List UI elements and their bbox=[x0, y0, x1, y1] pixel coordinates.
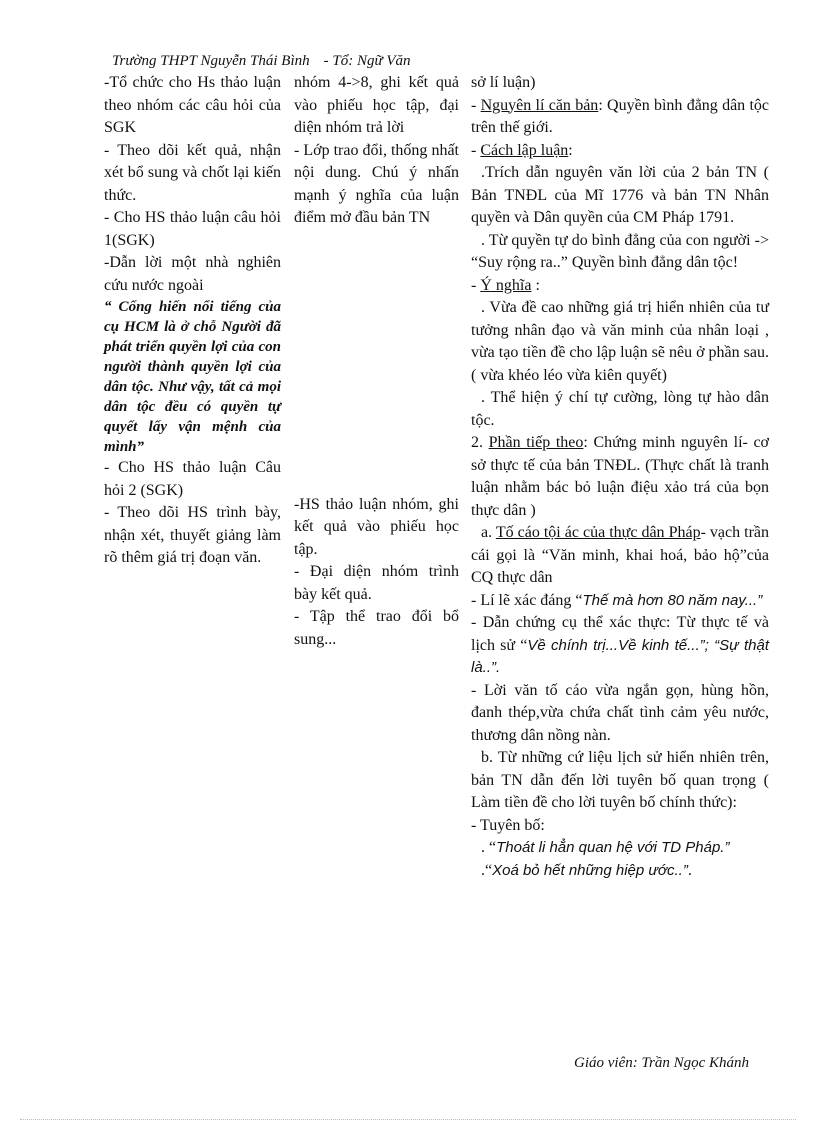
paragraph bbox=[471, 612, 769, 680]
underlined-heading: Cách lập luận bbox=[480, 141, 569, 159]
text-span: : Quyền bình đẳng dân tộc trên thế giới. bbox=[471, 96, 770, 136]
paragraph: - Cho HS thảo luận câu hỏi 1(SGK) bbox=[104, 209, 281, 249]
paragraph bbox=[471, 95, 769, 140]
underlined-heading: Ý nghĩa bbox=[480, 276, 532, 294]
text-span: - Dẫn chứng cụ thể xác thực: Từ thực tế và lịch sử “ bbox=[471, 614, 769, 654]
paragraph: - Theo dõi HS trình bày, nhận xét, thuyết giảng làm rõ thêm giá trị đoạn văn. bbox=[104, 504, 281, 566]
page-bottom-divider bbox=[20, 1119, 796, 1120]
quote-text: “ Cống hiến nổi tiếng của cụ HCM là ở chỗ Người đã phát triển quyền lợi của con người thành quyền lợi của dân tộc. Như vậy, tất cả mọi dân tộc đều có quyền tự quyết lấy vận mệnh của mình” bbox=[104, 299, 281, 455]
text-span: - bbox=[471, 276, 481, 294]
text-span: a. bbox=[481, 524, 496, 541]
text-span: - bbox=[471, 141, 481, 159]
teacher-signature: Giáo viên: Trần Ngọc Khánh bbox=[574, 1055, 749, 1071]
text-span: : Chứng minh nguyên lí- cơ sở thực tế của bản TNĐL. (Thực chất là tranh luận nhằm bác bỏ luận điệu xảo trá của bọn thực dân ) bbox=[471, 434, 770, 519]
paragraph bbox=[471, 837, 769, 860]
content-column bbox=[471, 72, 769, 882]
paragraph bbox=[471, 590, 769, 613]
text-span: .“ bbox=[481, 861, 493, 879]
paragraph: . Từ quyền tự do bình đẳng của con người -> “Suy rộng ra..” Quyền bình đẳng dân tộc! bbox=[471, 231, 769, 271]
text-span: . bbox=[687, 861, 692, 879]
text-span: 2. bbox=[471, 434, 489, 451]
page-header bbox=[112, 53, 411, 70]
text-span: - vạch trần cái gọi là “Văn minh, khai hoá, bảo hộ”của CQ thực dân bbox=[471, 524, 770, 586]
paragraph: - Đại diện nhóm trình bày kết quả. bbox=[294, 563, 459, 603]
paragraph: -Dẫn lời một nhà nghiên cứu nước ngoài bbox=[104, 254, 281, 294]
teacher-activity-column bbox=[104, 72, 281, 570]
text-span: - Lí lẽ xác đáng “ bbox=[471, 591, 583, 609]
italic-quote: Về chính trị...Về kinh tế...”; “Sự thật là..”. bbox=[471, 636, 769, 676]
paragraph: . Vừa đề cao những giá trị hiển nhiên của tư tưởng nhân đạo và văn minh của nhân loại , vừa tạo tiền đề cho lập luận sẽ nêu ở phần sau.( vừa khéo léo vừa kiên quyết) bbox=[471, 299, 769, 384]
paragraph: . Thể hiện ý chí tự cường, lòng tự hào dân tộc. bbox=[471, 389, 769, 429]
paragraph: -HS thảo luận nhóm, ghi kết quả vào phiếu học tập. bbox=[294, 495, 459, 558]
department-name: - Tổ: Ngữ Văn bbox=[323, 53, 411, 69]
paragraph: - Tuyên bố: bbox=[471, 816, 545, 834]
paragraph: b. Từ những cứ liệu lịch sử hiển nhiên trên, bản TN dẫn đến lời tuyên bố quan trọng ( Làm tiền đề cho lời tuyên bố chính thức): bbox=[471, 749, 769, 811]
paragraph: nhóm 4->8, ghi kết quả vào phiếu học tập, đại diện nhóm trả lời bbox=[294, 74, 459, 136]
text-span: - bbox=[471, 96, 481, 114]
quote-block bbox=[104, 297, 281, 457]
paragraph bbox=[471, 432, 769, 522]
paragraph bbox=[471, 275, 769, 298]
text-span: . “ bbox=[481, 839, 497, 856]
paragraph bbox=[471, 140, 769, 163]
paragraph bbox=[471, 522, 769, 590]
paragraph: - Cho HS thảo luận Câu hỏi 2 (SGK) bbox=[104, 459, 281, 499]
underlined-heading: Nguyên lí căn bản bbox=[480, 96, 599, 114]
paragraph bbox=[471, 860, 769, 883]
text-span: : bbox=[531, 276, 540, 294]
school-name: Trường THPT Nguyễn Thái Bình bbox=[112, 53, 310, 69]
underlined-heading: Phần tiếp theo bbox=[488, 434, 584, 451]
underlined-heading: Tố cáo tội ác của thực dân Pháp bbox=[495, 524, 701, 541]
italic-quote: Thoát li hẳn quan hệ với TD Pháp.” bbox=[496, 839, 730, 856]
paragraph: - Tập thể trao đổi bổ sung... bbox=[294, 608, 459, 648]
paragraph: sở lí luận) bbox=[471, 74, 536, 91]
column-spacer bbox=[294, 230, 459, 494]
italic-quote: Xoá bỏ hết những hiệp ước..” bbox=[492, 861, 688, 879]
paragraph: .Trích dẫn nguyên văn lời của 2 bản TN ( Bản TNĐL của Mĩ 1776 và bản TN Nhân quyền và Dân quyền của CM Pháp 1791. bbox=[471, 164, 769, 226]
paragraph: -Tổ chức cho Hs thảo luận theo nhóm các câu hỏi của SGK bbox=[104, 74, 281, 136]
paragraph: - Theo dõi kết quả, nhận xét bổ sung và chốt lại kiến thức. bbox=[104, 141, 281, 204]
italic-quote: Thế mà hơn 80 năm nay...” bbox=[582, 591, 763, 609]
paragraph: - Lời văn tố cáo vừa ngắn gọn, hùng hồn, đanh thép,vừa chứa chất tình cảm yêu nước, thương dân nồng nàn. bbox=[471, 681, 769, 744]
text-span: : bbox=[568, 141, 573, 159]
student-activity-column bbox=[294, 72, 459, 651]
paragraph: - Lớp trao đổi, thống nhất nội dung. Chú ý nhấn mạnh ý nghĩa của luận điểm mở đầu bản TN bbox=[294, 141, 459, 226]
